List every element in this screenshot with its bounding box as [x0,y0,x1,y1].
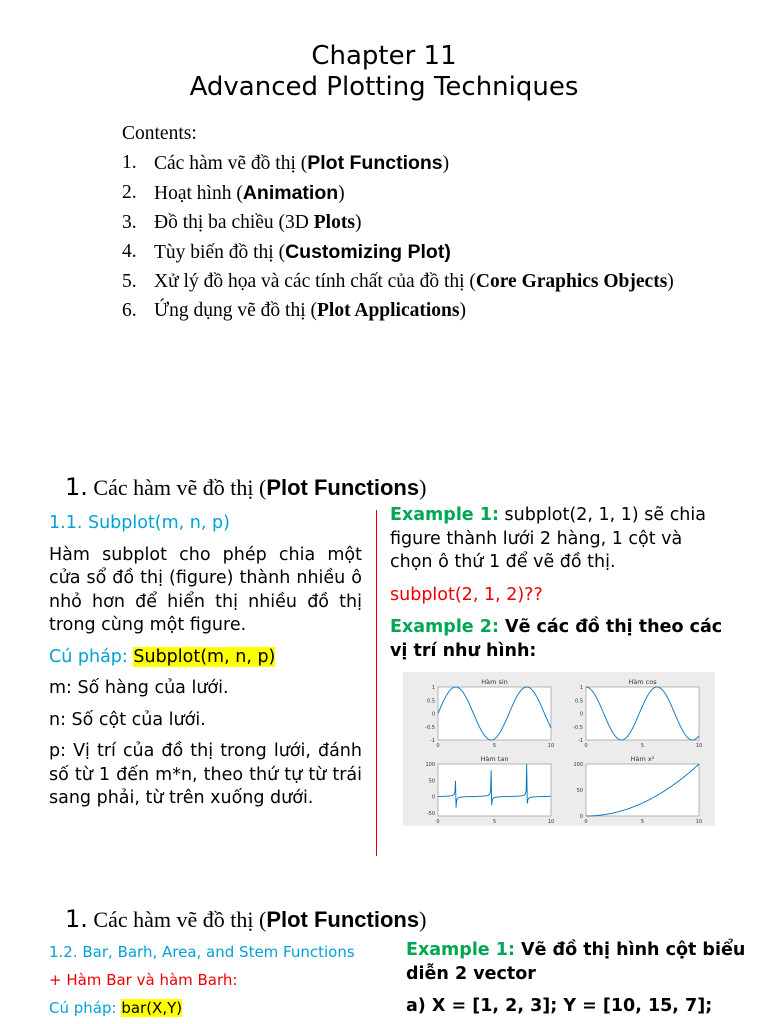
n-description: n: Số cột của lưới. [49,709,206,730]
subplot-title: Hàm tan [480,755,509,763]
y-tick-label: 0 [579,711,583,718]
y-tick-label: -1 [578,738,583,744]
item-text: Các hàm vẽ đồ thị ( [154,153,308,174]
contents-heading: Contents: [122,123,197,144]
contents-item [122,299,712,323]
syntax-value: Subplot(m, n, p) [133,646,276,667]
example-label: Example 1: [406,940,515,960]
contents-item [122,181,712,206]
bar-heading: + Hàm Bar và hàm Barh: [49,971,238,989]
item-post: ) [459,300,466,321]
y-tick-label: 100 [425,762,435,768]
example-2 [390,616,730,663]
syntax-label: Cú pháp: [49,646,134,667]
item-bold: Core Graphics Objects [475,271,668,292]
y-tick-label: 1 [579,685,583,691]
subsection-title: 1.1. Subplot(m, n, p) [49,513,230,533]
item-text: Ứng dụng vẽ đồ thị ( [154,300,317,321]
section-bold: Plot Functions [266,475,420,500]
y-tick-label: -0.5 [425,724,435,731]
contents-items [122,151,712,323]
y-tick-label: 0.5 [427,698,435,705]
item-post: ) [354,212,362,233]
section-post: ) [419,475,427,500]
subplot-figure-svg [403,672,715,826]
example-text: subplot(2, 1, 1) sẽ chia figure thành lưới 2 hàng, 1 cột và chọn ô thứ 1 để vẽ đồ thị. [390,505,706,572]
y-tick-label: 50 [576,788,583,794]
example-text: Vẽ các đồ thị theo các vị trí như hình: [390,617,723,661]
contents-item [122,151,712,176]
item-bold: Customizing Plot) [285,241,451,263]
chapter-title: Advanced Plotting Techniques [189,72,579,102]
syntax-value: bar(X,Y) [121,999,183,1017]
item-post: ) [667,271,674,292]
item-text: Đồ thị ba chiều (3D [154,212,314,233]
syntax-line [49,999,379,1018]
subplot-title: Hàm cos [628,678,657,686]
axes-box [586,687,699,740]
x-tick-label: 5 [640,819,645,825]
example-text: Vẽ đồ thị hình cột biểu diễn 2 vector [406,940,746,984]
subplot-description-column [49,512,362,811]
contents-item [122,270,712,294]
x-tick-label: 0 [436,743,440,749]
item-bold: Plot Functions [307,152,443,174]
item-bold: Animation [242,182,339,204]
section-bold: Plot Functions [266,907,420,932]
section-post: ) [419,907,427,932]
item-number: 5. [122,271,137,292]
y-tick-label: -1 [430,738,435,744]
item-bold: Plot Applications [317,300,460,321]
x-tick-label: 10 [695,819,703,825]
section-number: 1. [65,905,88,933]
example-label: Example 1: [390,505,499,525]
axes-box [438,687,551,740]
x-tick-label: 0 [584,819,588,825]
item-post: ) [338,183,345,204]
item-text: Hoạt hình ( [154,183,243,204]
x-tick-label: 5 [492,743,497,749]
section-text: Các hàm vẽ đồ thị ( [87,475,267,500]
item-number: 1. [122,152,137,173]
item-number: 3. [122,212,137,233]
contents-list [122,121,712,328]
y-tick-label: 0 [579,814,583,820]
syntax-line [49,646,362,670]
subplot-title: Hàm sin [481,678,508,686]
y-tick-label: 1 [431,685,435,691]
column-divider [376,510,377,856]
x-tick-label: 0 [436,819,440,825]
contents-item [122,240,712,265]
example-label: Example 2: [390,617,499,637]
section-title [65,905,426,933]
subplot-figure [403,672,715,826]
subsection-title: 1.2. Bar, Barh, Area, and Stem Functions [49,943,355,961]
section-text: Các hàm vẽ đồ thị ( [87,907,267,932]
item-number: 2. [122,182,137,203]
x-tick-label: 0 [584,743,588,749]
item-text: Tùy biến đồ thị ( [154,242,286,263]
section-title [65,473,426,501]
y-tick-label: 100 [573,762,583,768]
subplot-question: subplot(2, 1, 2)?? [390,584,543,605]
p-description: p: Vị trí của đồ thị trong lưới, đánh số từ 1 đến m*n, theo thứ tự từ trái sang phải, từ trên xuống dưới. [49,741,362,808]
subplot-description: Hàm subplot cho phép chia một cửa sổ đồ thị (figure) thành nhiều ô nhỏ hơn để hiển thị nhiều đồ thị trong cùng một figure. [49,544,362,635]
subplot-title: Hàm x² [630,755,655,763]
item-number: 4. [122,241,137,262]
y-tick-label: 0 [431,711,435,718]
x-tick-label: 10 [547,743,555,749]
example-1a: a) X = [1, 2, 3]; Y = [10, 15, 7]; [406,996,713,1016]
x-tick-label: 10 [695,743,703,749]
section-number: 1. [65,473,88,501]
y-tick-label: 0 [431,794,435,801]
bar-functions-column [49,943,379,1018]
item-text: Xử lý đồ họa và các tính chất của đồ thị ( [154,271,476,292]
example-1 [390,504,730,575]
x-tick-label: 10 [547,819,555,825]
item-number: 6. [122,300,137,321]
examples-column [390,504,730,663]
item-bold: Plots [313,212,355,233]
syntax-label: Cú pháp: [49,999,122,1017]
y-tick-label: 50 [428,778,435,785]
y-tick-label: -50 [426,810,435,817]
chapter-number: Chapter 11 [311,41,457,71]
example-1 [406,939,746,986]
x-tick-label: 5 [492,819,497,825]
item-post: ) [442,153,450,174]
axes-box [586,764,699,816]
contents-item [122,211,712,235]
x-tick-label: 5 [640,743,645,749]
y-tick-label: -0.5 [573,724,583,731]
y-tick-label: 0.5 [575,698,583,705]
bar-example-column [406,939,746,1019]
m-description: m: Số hàng của lưới. [49,678,229,698]
